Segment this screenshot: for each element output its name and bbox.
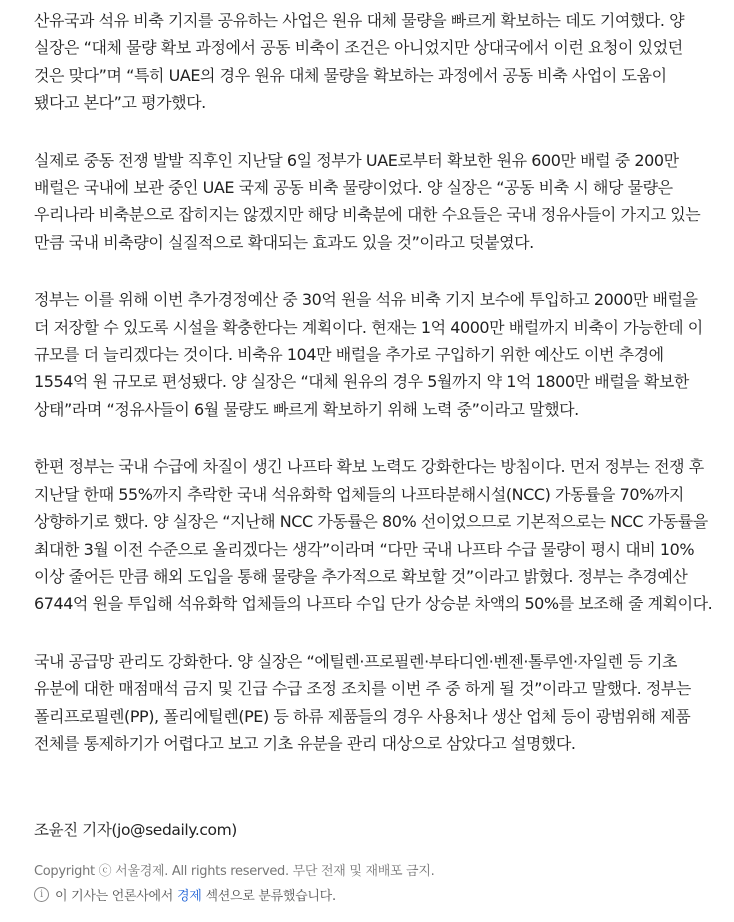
article-paragraph-1: 산유국과 석유 비축 기지를 공유하는 사업은 원유 대체 물량을 빠르게 확보하는 데도 기여했다. 양 실장은 “대체 물량 확보 과정에서 공동 비축이 조건은 아니었지만 상대국에서 이런 요청이 있었던 것은 맞다”며 “특히 UAE의 경우 원유 대체 물량을 확보하는 과정에서 공동 비축 사업이 도움이 됐다고 본다”고 평가했다. — [34, 11, 685, 113]
article-paragraph-5: 국내 공급망 관리도 강화한다. 양 실장은 “에틸렌·프로필렌·부타디엔·벤젠·톨루엔·자일렌 등 기초 유분에 대한 매점매석 금지 및 긴급 수급 조정 조치를 이번 주 중 하게 될 것”이라고 말했다. 정부는 폴리프로필렌(PP), 폴리에틸렌(PE) 등 하류 제품들의 경우 사용처나 생산 업체 등이 광범위해 제품 전체를 통제하기가 어렵다고 보고 기초 유분을 관리 대상으로 삼았다고 설명했다. — [34, 651, 691, 753]
article-paragraph-3: 정부는 이를 위해 이번 추가경정예산 중 30억 원을 석유 비축 기지 보수에 투입하고 2000만 배럴을 더 저장할 수 있도록 시설을 확충한다는 계획이다. 현재는 1억 4000만 배럴까지 비축이 가능한데 이 규모를 더 늘리겠다는 것이다. 비축유 104만 배럴을 추가로 구입하기 위한 예산도 이번 추경에 1554억 원 규모로 편성됐다. 양 실장은 “대체 원유의 경우 5월까지 약 1억 1800만 배럴을 확보한 상태”라며 “정유사들이 6월 물량도 빠르게 확보하기 위해 노력 중”이라고 말했다. — [34, 290, 703, 419]
category-link-economy[interactable]: 경제 — [177, 889, 202, 904]
reporter-byline: 조윤진 기자(jo@sedaily.com) — [34, 821, 237, 839]
article-paragraph-2: 실제로 중동 전쟁 발발 직후인 지난달 6일 정부가 UAE로부터 확보한 원유 600만 배럴 중 200만 배럴은 국내에 보관 중인 UAE 국제 공동 비축 물량이었다. 양 실장은 “공동 비축 시 해당 물량은 우리나라 비축분으로 잡히지는 않겠지만 해당 비축분에 대한 수요들은 국내 정유사들이 가지고 있는 만큼 국내 비축량이 실질적으로 확대되는 효과도 있을 것”이라고 덧붙였다. — [34, 150, 701, 252]
info-icon: i — [34, 887, 49, 902]
category-prefix: 이 기사는 언론사에서 — [55, 889, 173, 904]
article-paragraph-4: 한편 정부는 국내 수급에 차질이 생긴 나프타 확보 노력도 강화한다는 방침이다. 먼저 정부는 전쟁 후 지난달 한때 55%까지 추락한 국내 석유화학 업체들의 나프타분해시설(NCC) 가동률을 70%까지 상향하기로 했다. 양 실장은 “지난해 NCC 가동률은 80% 선이었으므로 기본적으로는 NCC 가동률을 최대한 3월 이전 수준으로 올리겠다는 생각”이라며 “다만 국내 나프타 수급 물량이 평시 대비 10% 이상 줄어든 만큼 해외 도입을 통해 물량을 추가적으로 확보할 것”이라고 밝혔다. 정부는 추경예산 6744억 원을 투입해 석유화학 업체들의 나프타 수입 단가 상승분 차액의 50%를 보조해 줄 계획이다. — [34, 457, 713, 614]
article-body — [34, 7, 714, 787]
category-note — [34, 885, 336, 904]
copyright-notice: Copyright ⓒ 서울경제. All rights reserved. 무단 전재 및 재배포 금지. — [34, 864, 435, 879]
category-suffix: 섹션으로 분류했습니다. — [205, 889, 336, 904]
